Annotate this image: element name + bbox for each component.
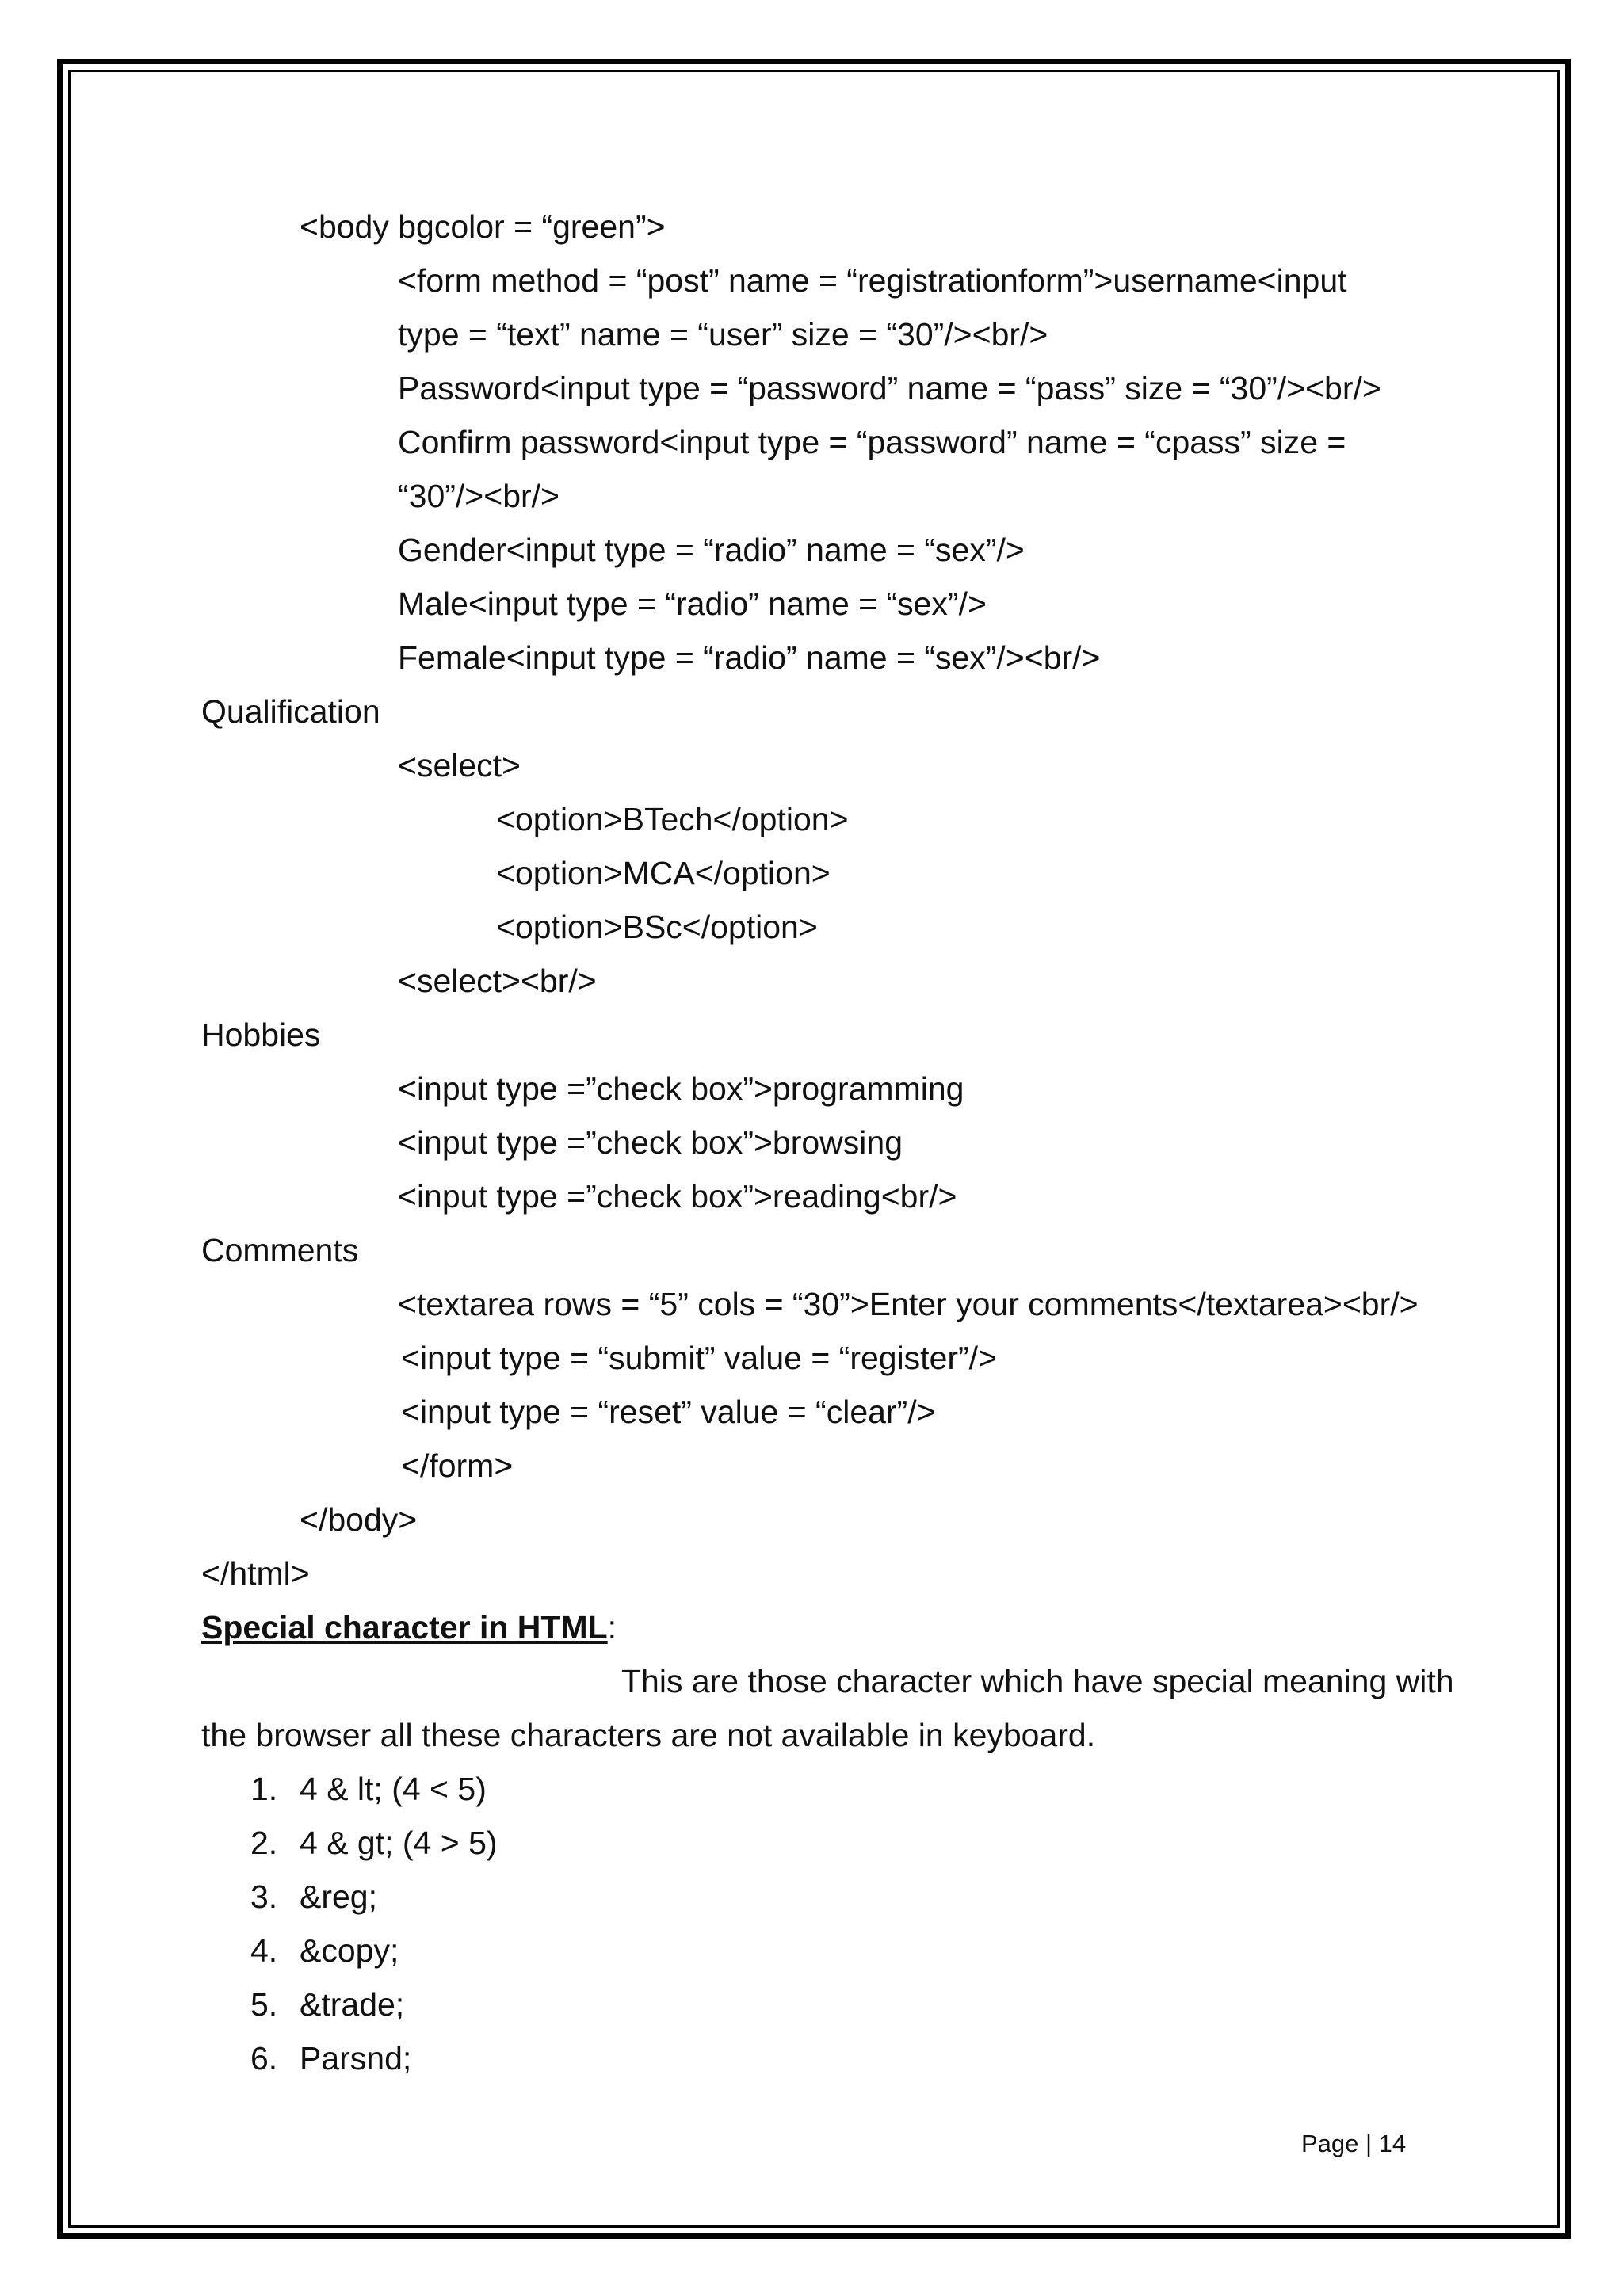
list-item: &reg; (300, 1878, 377, 1915)
code-line: <textarea rows = “5” cols = “30”>Enter your comments</textarea><br/> (398, 1286, 1419, 1322)
code-line: Female<input type = “radio” name = “sex”/><br/> (398, 639, 1101, 676)
code-line: <input type = “reset” value = “clear”/> (401, 1394, 936, 1430)
code-line: “30”/><br/> (398, 478, 559, 514)
page-number: Page | 14 (1301, 2130, 1407, 2157)
list-item: 4 & gt; (4 > 5) (300, 1825, 498, 1861)
list-item: &copy; (300, 1932, 399, 1969)
list-item-number: 4. (250, 1932, 278, 1969)
code-line: <input type = “submit” value = “register”/> (401, 1340, 998, 1376)
code-line: Password<input type = “password” name = “pass” size = “30”/><br/> (398, 370, 1381, 406)
list-item-number: 2. (250, 1825, 278, 1861)
code-line: Qualification (201, 693, 380, 730)
code-line: </html> (201, 1555, 310, 1592)
list-item: Parsnd; (300, 2040, 412, 2077)
code-line: <input type =”check box”>programming (398, 1070, 964, 1107)
code-line: Hobbies (201, 1016, 321, 1053)
list-item-number: 1. (250, 1771, 278, 1807)
code-line: <option>MCA</option> (496, 855, 831, 891)
code-line: </body> (300, 1501, 418, 1538)
section-heading-text: Special character in HTML (201, 1609, 608, 1646)
section-heading-colon: : (607, 1609, 617, 1646)
code-line: Confirm password<input type = “password” name = “cpass” size = (398, 424, 1346, 460)
section-heading (201, 1611, 617, 1644)
list-item-number: 6. (250, 2040, 278, 2077)
paragraph-line: the browser all these characters are not available in keyboard. (201, 1717, 1096, 1753)
code-line: <option>BTech</option> (496, 801, 849, 837)
code-line: <select><br/> (398, 963, 597, 999)
code-line: <form method = “post” name = “registrationform”>username<input (398, 262, 1347, 299)
list-item-number: 5. (250, 1986, 278, 2023)
list-item: &trade; (300, 1986, 405, 2023)
code-line: <body bgcolor = “green”> (300, 208, 666, 245)
code-line: <input type =”check box”>browsing (398, 1124, 903, 1161)
code-line: Gender<input type = “radio” name = “sex”/> (398, 532, 1025, 568)
code-line: </form> (401, 1447, 514, 1484)
code-line: Male<input type = “radio” name = “sex”/> (398, 585, 987, 622)
paragraph-line: This are those character which have special meaning with (621, 1663, 1454, 1699)
code-line: Comments (201, 1232, 359, 1268)
code-line: type = “text” name = “user” size = “30”/><br/> (398, 316, 1048, 353)
list-item-number: 3. (250, 1878, 278, 1915)
code-line: <select> (398, 747, 521, 784)
code-line: <option>BSc</option> (496, 909, 818, 945)
code-line: <input type =”check box”>reading<br/> (398, 1178, 957, 1215)
list-item: 4 & lt; (4 < 5) (300, 1771, 487, 1807)
